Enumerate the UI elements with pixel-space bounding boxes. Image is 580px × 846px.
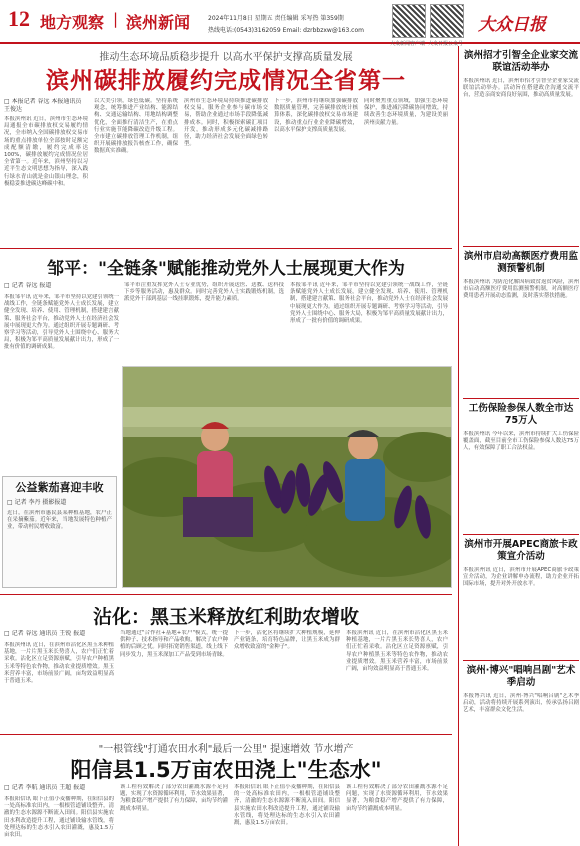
brief-item: [463, 660, 579, 843]
issue-meta: 2024年11月8日 星期五 责任编辑 采写热 第359期: [208, 15, 344, 22]
brief-item: [463, 534, 579, 667]
story4-byline: □ 记者 李航 通讯员 王超 报道: [4, 784, 86, 791]
brief-text: 本报博兴讯 近日，滨州·博兴"唱响吕剧"艺术季启动，活动将持续开展系列演出，传承弘扬吕剧艺术，丰富群众文化生活。: [463, 693, 579, 714]
brief-title: 滨州招才引智全企业家交流联谊活动举办: [463, 50, 578, 73]
brief-item: [463, 50, 579, 198]
brief-title: 滨州市开展APEC商旅卡政策宣介活动: [464, 539, 578, 562]
brief-item: [463, 398, 579, 541]
story4-body-4: 该工程有效解决了部分农田灌溉水源不足问题，实现了水资源循环利用，节水效果显著，为粮食稳产增产提供了有力保障，亩均节约灌溉成本明显。: [346, 784, 448, 812]
lead-byline: □ 本报记者 谷远 本报通讯员 王俊达: [4, 98, 82, 113]
brief-title: 工伤保险参保人数全市达75万人: [468, 403, 574, 426]
section-separator: |: [113, 10, 119, 28]
story2-body: 本报邹平讯 近年来，邹平市坚持以党建引领统一战线工作，全链条赋能党外人士成长发展，建立健全发现、培养、使用、管理机制，搭建建言献策、服务社会平台，推动党外人士在经济社会发展中展现更大作为。通过组织开展专题调研、考察学习等活动，引导党外人士围绕中心、服务大局，积极为邹平高质量发展献计出力，形成了一批有价值的调研成果。: [4, 294, 119, 351]
newspaper-logo: 大众日报: [478, 15, 546, 34]
story3-body-3: 下一步，沾化区将继续扩大种植规模，延伸产业链条，培育特色品牌，让黑玉米成为群众增收致富的"金种子"。: [234, 630, 340, 651]
story4-body-2: 该工程有效解决了部分农田灌溉水源不足问题，实现了水资源循环利用，节水效果显著，为粮食稳产增产提供了有力保障，亩均节约灌溉成本明显。: [120, 784, 228, 812]
story4-body-3: 本报阳信讯 眼下正值小麦播种期，在阳信县的一处高标准农田内，一根根管道铺设整齐，清澈的生态水源源不断流入田间。阳信县实施农田水利改造提升工程，通过铺设输水管线，将处理达标的生态水引入农田灌溉，惠及1.5万亩农田。: [234, 784, 340, 827]
lead-byline-col: [4, 98, 88, 114]
brief-text: 本报滨州讯 近日，滨州市招才引智全企业家交流联谊活动举办。活动旨在搭建政企沟通交流平台，营造亲商安商良好氛围，推动高质量发展。: [463, 78, 579, 99]
page-number: 12: [8, 6, 30, 31]
story3-body: 本报滨州讯 近日，在滨州市沾化区黑玉米种植基地，一片片黑玉米长势喜人，农户们正忙着采收。沾化区立足资源禀赋，引导农户种植黑玉米等特色农作物，推动农业提质增效。黑玉米营养丰富，市场前景广阔，亩均效益明显高于普通玉米。: [4, 642, 114, 685]
subsection-label: 滨州新闻: [126, 13, 191, 32]
story3-headline: 沾化：黑玉米释放红利助农增收: [92, 606, 359, 628]
photo-caption-byline: □ 记者 李丹 摄影报道: [7, 499, 67, 506]
story2-headline: 邹平："全链条"赋能推动党外人士展现更大作为: [47, 259, 405, 279]
brief-title: 滨州市启动高额医疗费用监测预警机制: [463, 251, 578, 274]
lead-column-3: 滨州市生态环境局持续推进碳排放权交易，服务企业参与碳市场交易，帮助企业通过市场手段降低减排成本。同时，积极探索碳汇项目开发，推动形成多元化碳减排路径，助力经济社会发展全面绿色转型。: [184, 98, 268, 148]
story3-body-2: 当地通过"合作社+基地+农户"模式，统一提供种子、技术指导和产品收购，解决了农户种植的后顾之忧。同时拓宽销售渠道，线上线下同步发力，黑玉米深加工产品受到市场青睐。: [120, 630, 228, 658]
story2-body-3: 本报邹平讯 近年来，邹平市坚持以党建引领统一战线工作，全链条赋能党外人士成长发展，建立健全发现、培养、使用、管理机制，搭建建言献策、服务社会平台，推动党外人士在经济社会发展中展现更大作为。通过组织开展专题调研、考察学习等活动，引导党外人士围绕中心、服务大局，积极为邹平高质量发展献计出力，形成了一批有价值的调研成果。: [290, 282, 448, 325]
lead-headline: 滨州碳排放履约完成情况全省第一: [46, 68, 406, 94]
photo-caption-text: 近日，在滨州市惠民县某种植基地，农户正在采摘紫茄。近年来，当地发展特色种植产业，带动村民增收致富。: [7, 510, 112, 531]
photo-caption-title: 公益紫茄喜迎丰收: [15, 481, 104, 494]
brief-item: [463, 246, 579, 399]
main-articles: [0, 46, 452, 846]
story3-byline-col: [4, 630, 114, 638]
story4-kicker: "一根管线"打通农田水利"最后一公里" 提速增效 节水增产: [98, 744, 354, 755]
brief-text: 本报滨州讯 为防范化解因病致贫返贫风险，滨州市启动高额医疗费用监测预警机制，对高额医疗费用患者开展动态监测，及时落实帮扶措施。: [463, 279, 579, 300]
brief-text: 本报滨州讯 今年以来，滨州市持续扩大工伤保险覆盖面，截至目前全市工伤保险参保人数达75万人，有效保障了职工合法权益。: [463, 431, 579, 452]
story4-headline: 阳信县1.5万亩农田浇上"生态水": [70, 758, 382, 782]
lead-column-4: 下一步，滨州市将继续加强碳排放数据质量管理，完善碳排放统计核算体系，深化碳排放权交易市场建设，推动重点行业企业降碳增效，以高水平保护支撑高质量发展。: [274, 98, 358, 133]
qr-code-icon[interactable]: [392, 4, 426, 38]
brief-text: 本报滨州讯 近日，滨州市开展APEC商旅卡政策宣介活动，为企业讲解申办流程，助力企业开拓国际市场，提升对外开放水平。: [463, 567, 579, 588]
photo-caption-box: [2, 476, 117, 588]
contact-meta: 热线电话:(0543)3162059 Email: dzrbbzxw@163.com: [208, 27, 365, 34]
story3-body-4: 本报滨州讯 近日，在滨州市沾化区黑玉米种植基地，一片片黑玉米长势喜人，农户们正忙着采收。沾化区立足资源禀赋，引导农户种植黑玉米等特色农作物，推动农业提质增效。黑玉米营养丰富，市场前景广阔，亩均效益明显高于普通玉米。: [346, 630, 448, 673]
story3-byline: □ 记者 谷远 通讯员 王锐 报道: [4, 630, 86, 637]
lead-column-1: 本报滨州讯 近日，滨州市生态环境局通报全市碳排放权交易履约情况，全市纳入全国碳排放权交易市场的重点排放单位全部按时足额完成配额清缴，履约完成率达100%，碳排放履约完成情况位居全省第一。近年来，滨州坚持以习近平生态文明思想为指导，深入践行绿水青山就是金山银山理念，积极稳妥推进碳达峰碳中和。: [4, 116, 88, 187]
divider: [0, 734, 452, 735]
divider: [0, 248, 452, 249]
masthead: [0, 0, 580, 47]
sidebar-briefs: [458, 46, 580, 846]
harvest-photo: [122, 366, 452, 588]
divider: [0, 594, 452, 595]
story4-body: 本报阳信讯 眼下正值小麦播种期，在阳信县的一处高标准农田内，一根根管道铺设整齐，清澈的生态水源源不断流入田间。阳信县实施农田水利改造提升工程，通过铺设输水管线，将处理达标的生态水引入农田灌溉，惠及1.5万亩农田。: [4, 796, 114, 839]
story2-body-2: 邹平市注重发挥党外人士专业优势，组织开展送医、送教、送科技下乡等服务活动，惠及群众。同时完善党外人士实践锻炼机制，选派党外干部到基层一线挂职锻炼，提升能力素质。: [124, 282, 284, 303]
qr-caption: 大众日报公众号: [428, 41, 464, 47]
brief-title: 滨州·博兴"唱响吕剧"艺术季启动: [466, 665, 576, 688]
story2-byline-col: [4, 282, 119, 290]
story4-byline-col: [4, 784, 114, 792]
section-label: 地方观察: [40, 13, 105, 32]
story2-byline: □ 记者 谷远 报道: [4, 282, 52, 289]
lead-kicker: 推动生态环境品质稳步提升 以高水平保护支撑高质量发展: [99, 52, 353, 63]
lead-column-5: 同时聚焦重点领域，加强生态环境保护，推进减污降碳协同增效，持续改善生态环境质量，为建设美丽滨州贡献力量。: [364, 98, 448, 126]
harvest-photo-illustration: [123, 367, 452, 588]
lead-column-2: 以大美引领，绿色低碳。坚持系统观念，统筹推进产业结构、能源结构、交通运输结构、用地结构调整优化，全面推行清洁生产，在重点行业实施节能降碳改造升级工程。全市建立碳排放管理工作机制，组织开展碳排放报告核查工作，确保数据真实准确。: [94, 98, 178, 155]
qr-caption: 大众新闻客户端: [390, 41, 426, 47]
qr-code-icon[interactable]: [430, 4, 464, 38]
